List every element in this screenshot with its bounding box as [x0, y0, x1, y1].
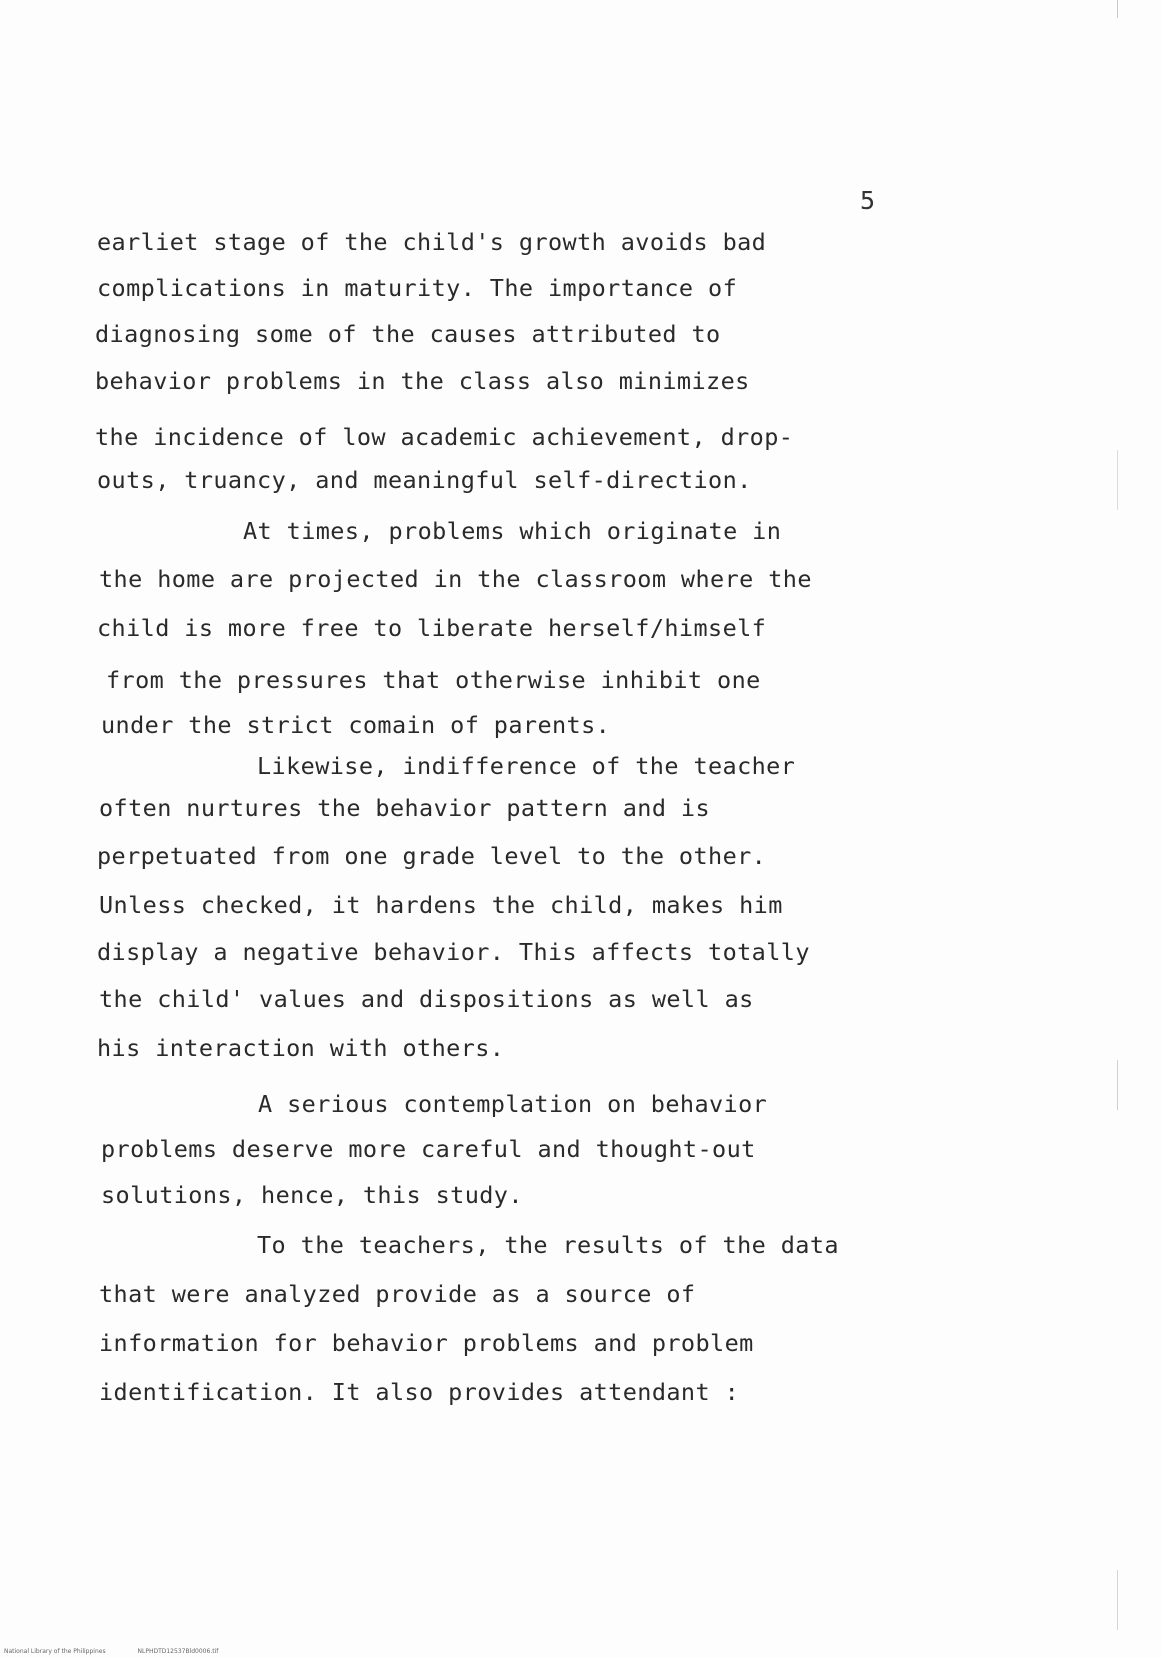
scan-edge-mark — [1117, 450, 1118, 510]
text-line: diagnosing some of the causes attributed to — [95, 320, 721, 348]
text-line: To the teachers, the results of the data — [257, 1231, 839, 1259]
text-line: often nurtures the behavior pattern and is — [99, 794, 711, 822]
text-line: the incidence of low academic achievement, drop- — [95, 423, 794, 451]
text-line: outs, truancy, and meaningful self-direction. — [97, 466, 752, 494]
text-line: the child' values and dispositions as well as — [99, 985, 754, 1013]
text-line: Unless checked, it hardens the child, makes him — [99, 891, 783, 919]
text-line: from the pressures that otherwise inhibit one — [106, 666, 761, 694]
text-line: At times, problems which originate in — [243, 517, 782, 545]
footer-code: NLPHDTD12537Bld0006.tif — [137, 1648, 219, 1655]
text-line: the home are projected in the classroom where the — [99, 565, 812, 593]
scan-footer — [4, 1648, 218, 1655]
text-line: display a negative behavior. This affects totally — [97, 938, 810, 966]
text-line: his interaction with others. — [97, 1034, 505, 1062]
text-line: Likewise, indifference of the teacher — [257, 752, 796, 780]
text-line: problems deserve more careful and thought-out — [101, 1135, 756, 1163]
text-line: behavior problems in the class also minimizes — [95, 367, 750, 395]
scan-edge-mark — [1117, 0, 1118, 18]
text-line: identification. It also provides attendant : — [99, 1378, 740, 1406]
text-line: complications in maturity. The importance of — [97, 274, 738, 302]
page-number: 5 — [860, 186, 876, 215]
text-line: perpetuated from one grade level to the other. — [97, 842, 767, 870]
text-line: child is more free to liberate herself/himself — [97, 614, 767, 642]
text-line: earliet stage of the child's growth avoids bad — [97, 228, 767, 256]
text-line: A serious contemplation on behavior — [258, 1090, 768, 1118]
scan-edge-mark — [1117, 1060, 1118, 1110]
footer-library: National Library of the Philippines — [4, 1648, 106, 1655]
text-line: that were analyzed provide as a source of — [99, 1280, 696, 1308]
text-line: solutions, hence, this study. — [101, 1181, 523, 1209]
text-line: information for behavior problems and problem — [99, 1329, 754, 1357]
text-line: under the strict comain of parents. — [101, 711, 611, 739]
scan-edge-mark — [1117, 1570, 1118, 1630]
